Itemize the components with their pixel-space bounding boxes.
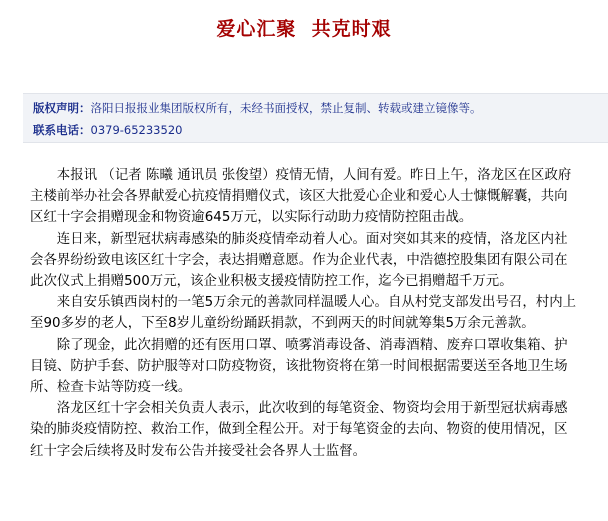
copyright-line — [33, 100, 482, 116]
article-paragraph: 除了现金，此次捐赠的还有医用口罩、喷雾消毒设备、消毒酒精、废弃口罩收集箱、护目镜、防护手套、防护服等对口防疫物资，该批物资将在第一时间根据需要送至各地卫生场所、检查卡站等防疫一线。 — [30, 337, 568, 396]
article-body — [30, 165, 580, 462]
article-title: 爱心汇聚 共克时艰 — [216, 18, 392, 40]
article-paragraph: 来自安乐镇西岗村的一笔5万余元的善款同样温暖人心。自从村党支部发出号召，村内上至90多岁的老人，下至8岁儿童纷纷踊跃捐款，不到两天的时间就筹集5万余元善款。 — [30, 295, 577, 332]
contact-label: 联系电话： — [33, 123, 91, 137]
article-paragraph: 洛龙区红十字会相关负责人表示，此次收到的每笔资金、物资均会用于新型冠状病毒感染的肺炎疫情防控、救治工作，做到全程公开。对于每笔资金的去向、物资的使用情况，区红十字会后续将及时发布公告并接受社会各界人士监督。 — [30, 401, 568, 459]
contact-phone: 0379-65233520 — [90, 123, 183, 137]
copyright-label: 版权声明： — [33, 101, 91, 115]
article-paragraph: 连日来，新型冠状病毒感染的肺炎疫情牵动着人心。面对突如其来的疫情，洛龙区内社会各界纷纷致电该区红十字会，表达捐赠意愿。作为企业代表，中浩德控股集团有限公司在此次仪式上捐赠500万元，该企业积极支援疫情防控工作，迄今已捐赠超千万元。 — [30, 231, 568, 290]
article-paragraph: 本报讯 （记者 陈曦 通讯员 张俊望）疫情无情，人间有爱。昨日上午，洛龙区在区政府主楼前举办社会各界献爱心抗疫情捐赠仪式，该区大批爱心企业和爱心人士慷慨解囊，共向区红十字会捐赠现金和物资逾645万元，以实际行动助力疫情防控阻击战。 — [30, 168, 572, 226]
copyright-text: 洛阳日报报业集团版权所有，未经书面授权，禁止复制、转载或建立镜像等。 — [90, 101, 482, 115]
contact-line — [33, 122, 182, 138]
copyright-notice-box — [23, 93, 608, 143]
